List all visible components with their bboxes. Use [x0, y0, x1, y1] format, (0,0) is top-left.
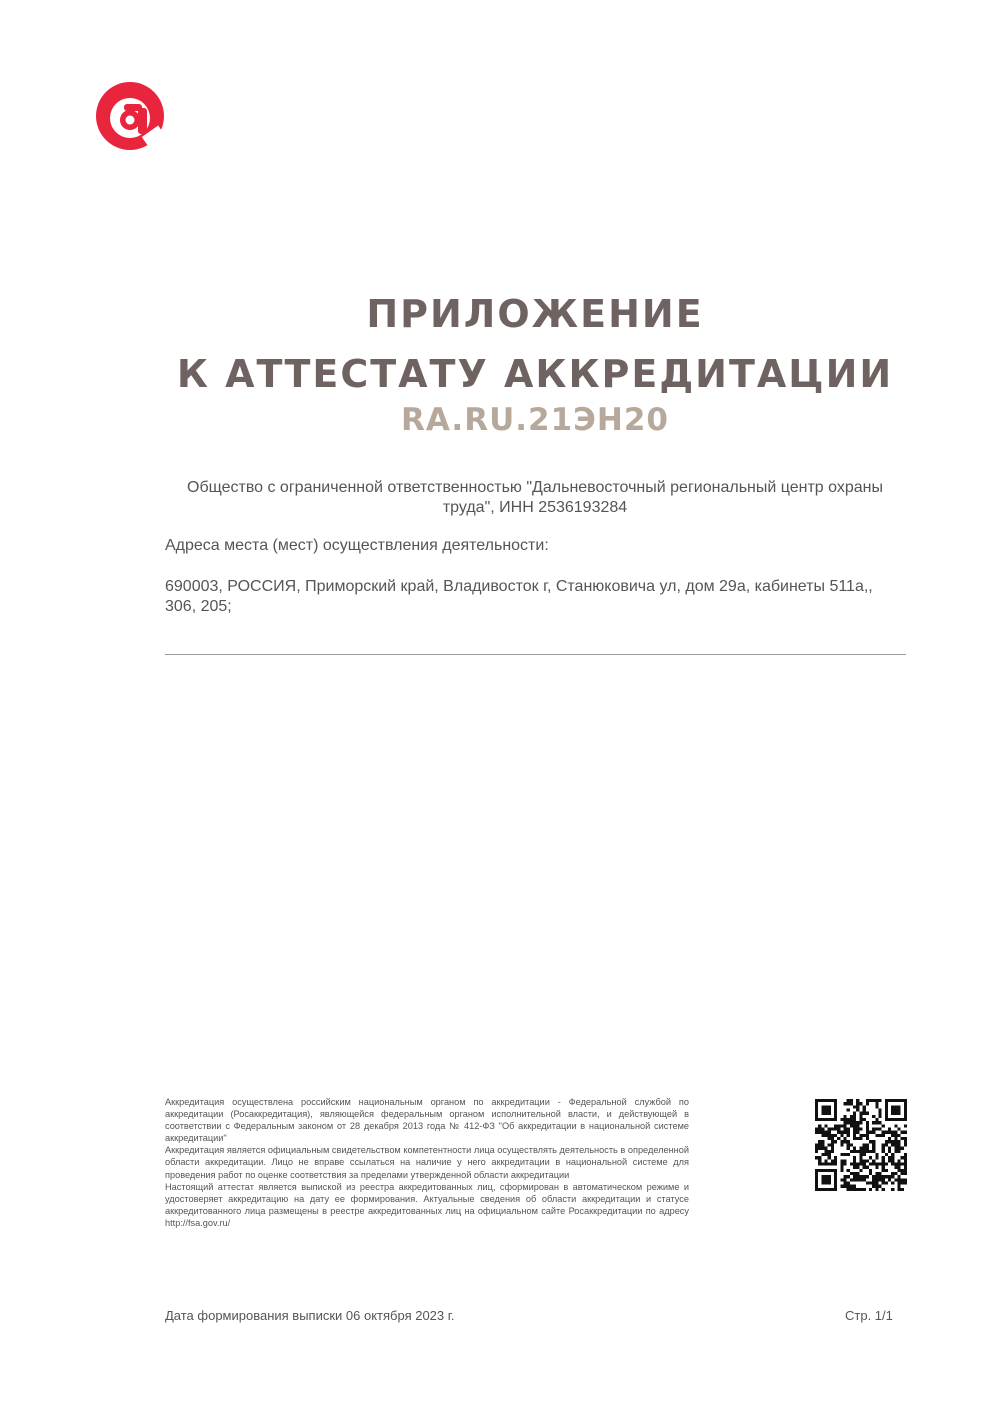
generation-date: Дата формирования выписки 06 октября 2023 г. [165, 1308, 455, 1323]
document-subtitle: К АТТЕСТАТУ АККРЕДИТАЦИИ [176, 352, 894, 396]
document-title: ПРИЛОЖЕНИЕ [366, 292, 704, 336]
organization-name: Общество с ограниченной ответственностью "Дальневосточный региональный центр охраны труда", ИНН 2536193284 [187, 479, 883, 516]
accreditation-logo-icon [94, 80, 166, 152]
addresses-value: 690003, РОССИЯ, Приморский край, Владивосток г, Станюковича ул, дом 29а, кабинеты 511а,, 306, 205; [165, 578, 873, 615]
addresses-label: Адреса места (мест) осуществления деятельности: [165, 537, 549, 554]
page-number: Стр. 1/1 [845, 1308, 893, 1323]
section-divider [165, 654, 906, 655]
accreditation-footnote [165, 1096, 689, 1229]
qr-code-icon [815, 1099, 907, 1191]
footnote-paragraph-2: Аккредитация является официальным свидетельством компетентности лица осуществлять деятельность в определенной области аккредитации. Лицо не вправе ссылаться на наличие у него аккредитации в национальной системе для проведения работ по оценке соответствия за пределами утвержденной области аккредитации [165, 1145, 689, 1180]
footnote-paragraph-3: Настоящий аттестат является выпиской из реестра аккредитованных лиц, сформирован в автоматическом режиме и удостоверяет аккредитацию на дату ее формирования. Актуальные сведения об области аккредитации и статусе аккредитованного лица размещены в реестре аккредитованных лиц на официальном сайте Росаккредитации по адресу http://fsa.gov.ru/ [165, 1181, 689, 1228]
certificate-number: RA.RU.21ЭН20 [400, 402, 669, 438]
footnote-paragraph-1: Аккредитация осуществлена российским национальным органом по аккредитации - Федеральной службой по аккредитации (Росаккредитация), являющейся федеральным органом исполнительной власти, и действующей в соответствии с Федеральным законом от 28 декабря 2013 года № 412-ФЗ "Об аккредитации в национальной системе аккредитации" [165, 1097, 689, 1144]
